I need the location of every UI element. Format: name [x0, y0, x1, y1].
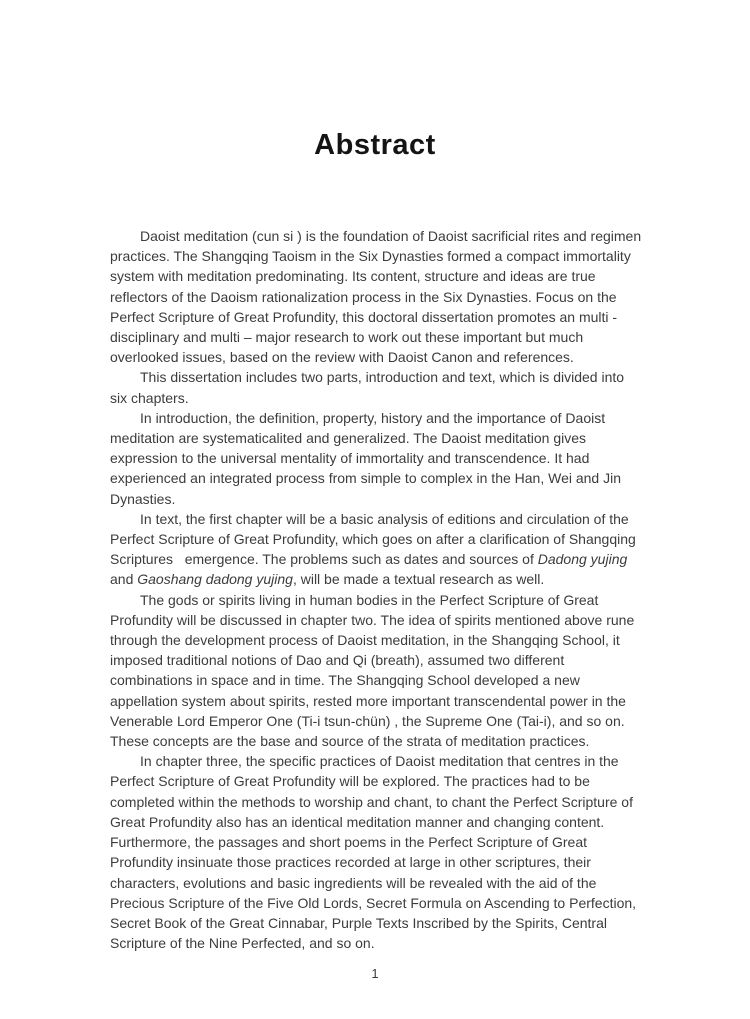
text-run: and	[110, 571, 138, 588]
abstract-body	[110, 226, 642, 953]
text-run: In introduction, the definition, property, history and the importance of Daoist meditation are systematicalited and generalized. The Daoist meditation gives expression to the universal mentality of immortality and transcendence. It had experienced an integrated process from simple to complex in the Han, Wei and Jin Dynasties.	[110, 409, 622, 507]
paragraph	[110, 367, 642, 407]
paragraph	[110, 509, 642, 590]
text-run: In text, the first chapter will be a basic analysis of editions and circulation of the Perfect Scripture of Great Profundity, which goes on after a clarification of Shangqing Scriptures emergence. The problems such as dates and sources of	[110, 510, 636, 568]
paragraph	[110, 226, 642, 367]
italic-text-run: Gaoshang dadong yujing	[137, 571, 293, 588]
paragraph	[110, 590, 642, 752]
page-number: 1	[371, 966, 379, 981]
italic-text-run: Dadong yujing	[537, 551, 628, 568]
text-run: In chapter three, the specific practices of Daoist meditation that centres in the Perfect Scripture of Great Profundity will be explored. The practices had to be completed within the methods to worship and chant, to chant the Perfect Scripture of Great Profundity also has an identical meditation manner and changing content. Furthermore, the passages and short poems in the Perfect Scripture of Great Profundity insinuate those practices recorded at large in other scriptures, their characters, evolutions and basic ingredients will be revealed with the aid of the Precious Scripture of the Five Old Lords, Secret Formula on Ascending to Perfection, Secret Book of the Great Cinnabar, Purple Texts Inscribed by the Spirits, Central Scripture of the Nine Perfected, and so on.	[110, 753, 637, 952]
paragraph	[110, 408, 642, 509]
paragraph	[110, 751, 642, 953]
text-run: This dissertation includes two parts, introduction and text, which is divided into six chapters.	[110, 369, 625, 406]
text-run: , will be made a textual research as well.	[292, 571, 545, 588]
text-run: Daoist meditation (cun si ) is the foundation of Daoist sacrificial rites and regimen practices. The Shangqing Taoism in the Six Dynasties formed a compact immortality system with meditation predominating. Its content, structure and ideas are true reflectors of the Daoism rationalization process in the Six Dynasties. Focus on the Perfect Scripture of Great Profundity, this doctoral dissertation promotes an multi - disciplinary and multi – major research to work out these important but much overlooked issues, based on the review with Daoist Canon and references.	[110, 228, 642, 366]
page-title: Abstract	[314, 129, 436, 161]
text-run: The gods or spirits living in human bodies in the Perfect Scripture of Great Profundity will be discussed in chapter two. The idea of spirits mentioned above rune through the development process of Daoist meditation, in the Shangqing School, it imposed traditional notions of Dao and Qi (breath), assumed two different combinations in space and in time. The Shangqing School developed a new appellation system about spirits, rested more important transcendental power in the Venerable Lord Emperor One (Ti-i tsun-chün) , the Supreme One (Tai-i), and so on. These concepts are the base and source of the strata of meditation practices.	[110, 591, 635, 750]
